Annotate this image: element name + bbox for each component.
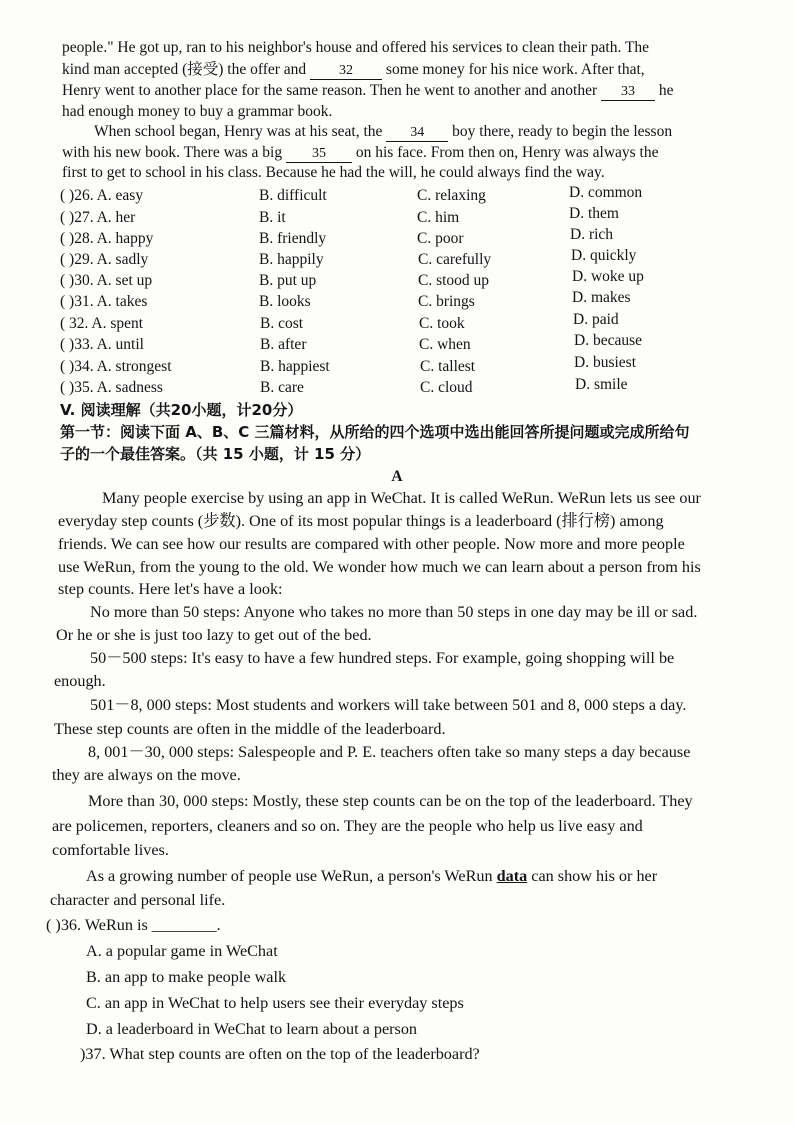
- option-d[interactable]: D. busiest: [574, 354, 636, 371]
- option-num[interactable]: ( 32. A. spent: [60, 315, 144, 332]
- question-36-option-c[interactable]: C. an app in WeChat to help users see their everyday steps: [86, 994, 464, 1012]
- passage-line: step counts. Here let's have a look:: [58, 580, 283, 598]
- passage-line: character and personal life.: [50, 891, 226, 909]
- option-num[interactable]: ( )35. A. sadness: [60, 379, 163, 396]
- passage-line: 8, 001－30, 000 steps: Salespeople and P. E. teachers often take so many steps a day because: [88, 743, 691, 761]
- option-b[interactable]: B. looks: [259, 293, 311, 310]
- cloze-line-7: first to get to school in his class. Because he had the will, he could always find the way.: [62, 164, 605, 181]
- option-c[interactable]: C. stood up: [418, 272, 490, 289]
- option-b[interactable]: B. happily: [259, 251, 324, 268]
- option-d[interactable]: D. quickly: [571, 247, 637, 264]
- option-d[interactable]: D. them: [569, 205, 619, 222]
- option-num[interactable]: ( )27. A. her: [60, 209, 136, 226]
- option-d[interactable]: D. because: [574, 332, 642, 349]
- question-37-stem[interactable]: )37. What step counts are often on the top of the leaderboard?: [80, 1045, 480, 1063]
- passage-line: Many people exercise by using an app in WeChat. It is called WeRun. WeRun lets us see our: [102, 489, 701, 507]
- passage-line: are policemen, reporters, cleaners and so on. They are the people who help us live easy and: [52, 817, 643, 835]
- cloze-text: some money for his nice work. After that,: [382, 61, 645, 78]
- passage-line: Or he or she is just too lazy to get out of the bed.: [56, 626, 372, 644]
- question-36-option-b[interactable]: B. an app to make people walk: [86, 968, 287, 986]
- question-36-option-a[interactable]: A. a popular game in WeChat: [86, 942, 278, 960]
- option-c[interactable]: C. poor: [417, 230, 464, 247]
- passage-line: comfortable lives.: [52, 841, 169, 859]
- option-b[interactable]: B. cost: [260, 315, 304, 332]
- passage-line: use WeRun, from the young to the old. We wonder how much we can learn about a person from his: [58, 558, 701, 576]
- option-d[interactable]: D. woke up: [572, 268, 644, 285]
- blank-33[interactable]: 33: [601, 84, 655, 101]
- cloze-line-6: [62, 143, 658, 163]
- option-b[interactable]: B. difficult: [259, 187, 327, 204]
- question-36-option-d[interactable]: D. a leaderboard in WeChat to learn about a person: [86, 1020, 418, 1038]
- option-b[interactable]: B. care: [260, 379, 304, 396]
- cloze-text: he: [655, 82, 674, 99]
- passage-line: [86, 865, 657, 887]
- option-c[interactable]: C. relaxing: [417, 187, 486, 204]
- option-num[interactable]: ( )28. A. happy: [60, 230, 154, 247]
- section-title: V. 阅读理解（共20小题，计20分）: [60, 401, 303, 419]
- option-num[interactable]: ( )29. A. sadly: [60, 251, 149, 268]
- cloze-line-1: people." He got up, ran to his neighbor's house and offered his services to clean their path. The: [62, 39, 650, 56]
- option-num[interactable]: ( )26. A. easy: [60, 187, 144, 204]
- cloze-text: Henry went to another place for the same reason. Then he went to another and another: [62, 82, 601, 99]
- option-b[interactable]: B. friendly: [259, 230, 327, 247]
- passage-label: A: [391, 468, 403, 485]
- passage-text: As a growing number of people use WeRun, a person's WeRun: [86, 867, 497, 885]
- cloze-text: on his face. From then on, Henry was always the: [352, 144, 659, 161]
- passage-line: they are always on the move.: [52, 766, 241, 784]
- blank-32[interactable]: 32: [310, 63, 382, 80]
- passage-line: No more than 50 steps: Anyone who takes no more than 50 steps in one day may be ill or sad.: [90, 603, 698, 621]
- cloze-line-4: had enough money to buy a grammar book.: [62, 103, 333, 120]
- option-c[interactable]: C. brings: [418, 293, 475, 310]
- passage-line: friends. We can see how our results are compared with other people. Now more and more people: [58, 535, 685, 553]
- option-c[interactable]: C. took: [419, 315, 465, 332]
- option-b[interactable]: B. after: [260, 336, 307, 353]
- section-instructions-1: 第一节：阅读下面 A、B、C 三篇材料，从所给的四个选项中选出能回答所提问题或完成所给句: [60, 423, 690, 441]
- option-b[interactable]: B. put up: [259, 272, 317, 289]
- blank-34[interactable]: 34: [386, 125, 448, 142]
- cloze-text: with his new book. There was a big: [62, 144, 286, 161]
- option-num[interactable]: ( )30. A. set up: [60, 272, 153, 289]
- option-c[interactable]: C. tallest: [420, 358, 476, 375]
- option-c[interactable]: C. carefully: [418, 251, 492, 268]
- cloze-text: kind man accepted (接受) the offer and: [62, 61, 311, 78]
- question-36-stem[interactable]: ( )36. WeRun is ________.: [46, 916, 221, 934]
- option-d[interactable]: D. rich: [570, 226, 614, 243]
- option-c[interactable]: C. when: [419, 336, 471, 353]
- option-d[interactable]: D. common: [569, 184, 643, 201]
- option-c[interactable]: C. cloud: [420, 379, 473, 396]
- section-instructions-2: 子的一个最佳答案。（共 15 小题，计 15 分）: [60, 445, 371, 463]
- cloze-text: When school began, Henry was at his seat, the: [94, 123, 387, 140]
- underlined-word-data: data: [496, 867, 528, 885]
- cloze-text: boy there, ready to begin the lesson: [448, 123, 673, 140]
- blank-35[interactable]: 35: [286, 146, 352, 163]
- option-num[interactable]: ( )31. A. takes: [60, 293, 148, 310]
- passage-line: 50－500 steps: It's easy to have a few hundred steps. For example, going shopping will be: [90, 649, 675, 667]
- option-d[interactable]: D. paid: [573, 311, 619, 328]
- passage-line: 501－8, 000 steps: Most students and workers will take between 501 and 8, 000 steps a day.: [90, 696, 687, 714]
- option-d[interactable]: D. smile: [575, 376, 628, 393]
- passage-line: everyday step counts (步数). One of its most popular things is a leaderboard (排行榜) among: [58, 512, 664, 530]
- cloze-line-2: [62, 60, 645, 80]
- cloze-line-5: [94, 122, 672, 142]
- passage-line: More than 30, 000 steps: Mostly, these step counts can be on the top of the leaderboard. They: [88, 792, 693, 810]
- option-b[interactable]: B. it: [259, 209, 286, 226]
- option-d[interactable]: D. makes: [572, 289, 631, 306]
- passage-line: These step counts are often in the middle of the leaderboard.: [54, 720, 446, 738]
- option-num[interactable]: ( )34. A. strongest: [60, 358, 172, 375]
- option-b[interactable]: B. happiest: [260, 358, 330, 375]
- option-c[interactable]: C. him: [417, 209, 460, 226]
- cloze-line-3: [62, 81, 674, 101]
- option-num[interactable]: ( )33. A. until: [60, 336, 144, 353]
- passage-text: can show his or her: [527, 867, 658, 885]
- passage-line: enough.: [54, 672, 106, 690]
